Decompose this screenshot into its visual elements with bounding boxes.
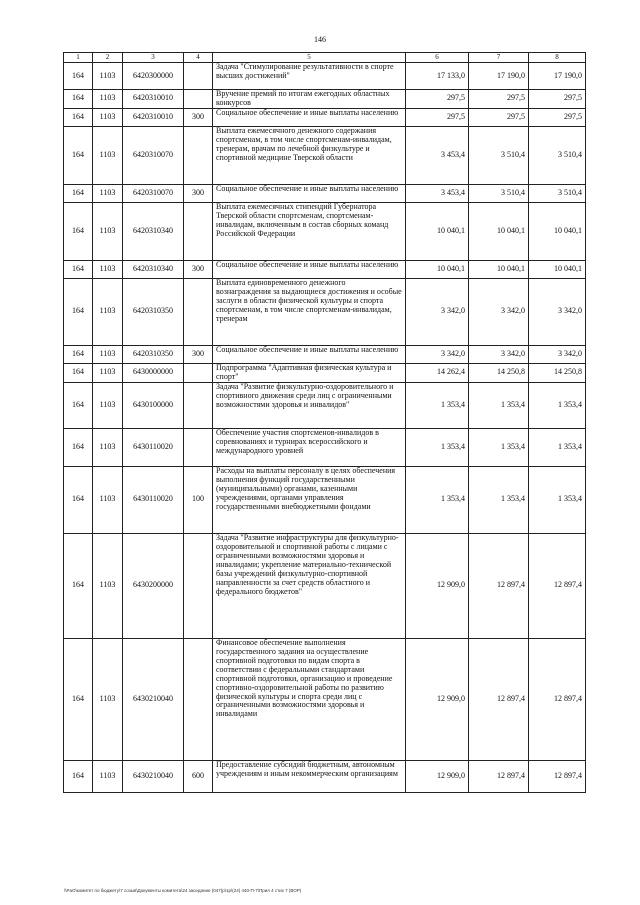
description: Выплата ежемесячного денежного содержания спортсменам, в том числе спортсменам-инвалидам, тренерам, врачам по лечебной физкультуре и спортивной медицине Тверской области (213, 126, 406, 184)
chapter-code: 164 (64, 638, 93, 760)
target-article-code: 6430210040 (123, 638, 184, 760)
description: Выплата единовременного денежного вознаграждения за выдающиеся достижения и особые заслуги в области физической культуры и спорта спортсменам, в том числе спортсменам-инвалидам, тренерам (213, 278, 406, 345)
section-code: 1103 (93, 363, 123, 382)
table-row (64, 90, 586, 109)
expense-type-code: 300 (184, 108, 213, 126)
column-header-2: 2 (93, 53, 123, 63)
target-article-code: 6430100000 (123, 382, 184, 428)
target-article-code: 6420310010 (123, 90, 184, 109)
amount-col7: 297,5 (469, 108, 529, 126)
section-code: 1103 (93, 533, 123, 638)
amount-col7: 1 353,4 (469, 428, 529, 466)
chapter-code: 164 (64, 108, 93, 126)
amount-col6: 3 453,4 (406, 126, 469, 184)
amount-col8: 3 510,4 (529, 184, 586, 202)
table-row (64, 638, 586, 760)
chapter-code: 164 (64, 126, 93, 184)
description: Расходы на выплаты персоналу в целях обеспечения выполнения функций государственными (муниципальными) органами, казенными учреждениями, органами управления государственными внебюджетными фондами (213, 466, 406, 533)
budget-table (63, 52, 586, 793)
amount-col8: 297,5 (529, 90, 586, 109)
section-code: 1103 (93, 63, 123, 90)
expense-type-code: 300 (184, 184, 213, 202)
chapter-code: 164 (64, 90, 93, 109)
amount-col6: 14 262,4 (406, 363, 469, 382)
target-article-code: 6420310070 (123, 184, 184, 202)
description: Финансовое обеспечение выполнения государственного задания на осуществление спортивной подготовки по видам спорта в соответствии с федеральными стандартами спортивной подготовки, организацию и проведение спортивно-оздоровительной работы по развитию физической культуры и спорта среди лиц с ограниченными возможностями здоровья и инвалидами (213, 638, 406, 760)
amount-col6: 10 040,1 (406, 202, 469, 260)
section-code: 1103 (93, 90, 123, 109)
table-row (64, 108, 586, 126)
expense-type-code (184, 278, 213, 345)
amount-col7: 12 897,4 (469, 533, 529, 638)
section-code: 1103 (93, 108, 123, 126)
target-article-code: 6420300000 (123, 63, 184, 90)
amount-col7: 297,5 (469, 90, 529, 109)
column-header-1: 1 (64, 53, 93, 63)
amount-col7: 10 040,1 (469, 202, 529, 260)
expense-type-code (184, 202, 213, 260)
amount-col7: 12 897,4 (469, 638, 529, 760)
expense-type-code (184, 638, 213, 760)
table-row (64, 760, 586, 792)
amount-col6: 1 353,4 (406, 428, 469, 466)
amount-col6: 297,5 (406, 90, 469, 109)
amount-col7: 1 353,4 (469, 382, 529, 428)
amount-col6: 3 453,4 (406, 184, 469, 202)
expense-type-code: 600 (184, 760, 213, 792)
description: Социальное обеспечение и иные выплаты населению (213, 345, 406, 363)
amount-col6: 1 353,4 (406, 382, 469, 428)
amount-col7: 3 342,0 (469, 345, 529, 363)
chapter-code: 164 (64, 466, 93, 533)
section-code: 1103 (93, 382, 123, 428)
target-article-code: 6430000000 (123, 363, 184, 382)
amount-col7: 3 510,4 (469, 126, 529, 184)
amount-col8: 12 897,4 (529, 760, 586, 792)
amount-col8: 17 190,0 (529, 63, 586, 90)
expense-type-code (184, 382, 213, 428)
expense-type-code (184, 428, 213, 466)
chapter-code: 164 (64, 533, 93, 638)
expense-type-code (184, 90, 213, 109)
column-header-8: 8 (529, 53, 586, 63)
table-row (64, 126, 586, 184)
chapter-code: 164 (64, 278, 93, 345)
target-article-code: 6420310010 (123, 108, 184, 126)
chapter-code: 164 (64, 345, 93, 363)
expense-type-code: 300 (184, 260, 213, 278)
description: Подпрограмма "Адаптивная физическая культура и спорт" (213, 363, 406, 382)
amount-col8: 3 342,0 (529, 345, 586, 363)
amount-col8: 1 353,4 (529, 466, 586, 533)
target-article-code: 6430200000 (123, 533, 184, 638)
expense-type-code: 300 (184, 345, 213, 363)
description: Вручение премий по итогам ежегодных областных конкурсов (213, 90, 406, 109)
amount-col6: 12 909,0 (406, 760, 469, 792)
section-code: 1103 (93, 202, 123, 260)
amount-col6: 3 342,0 (406, 278, 469, 345)
amount-col7: 10 040,1 (469, 260, 529, 278)
section-code: 1103 (93, 428, 123, 466)
expense-type-code: 100 (184, 466, 213, 533)
amount-col8: 1 353,4 (529, 428, 586, 466)
target-article-code: 6420310350 (123, 278, 184, 345)
amount-col8: 1 353,4 (529, 382, 586, 428)
table-row (64, 533, 586, 638)
amount-col6: 17 133,0 (406, 63, 469, 90)
description: Предоставление субсидий бюджетным, автономным учреждениям и иным некоммерческим организациям (213, 760, 406, 792)
target-article-code: 6420310340 (123, 202, 184, 260)
target-article-code: 6420310350 (123, 345, 184, 363)
amount-col8: 12 897,4 (529, 533, 586, 638)
description: Выплата ежемесячных стипендий Губернатора Тверской области спортсменам, спортсменам-инвалидам, включенным в состав сборных команд Российской Федерации (213, 202, 406, 260)
section-code: 1103 (93, 760, 123, 792)
chapter-code: 164 (64, 428, 93, 466)
amount-col7: 17 190,0 (469, 63, 529, 90)
description: Задача "Развитие инфраструктуры для физкультурно-оздоровительной и спортивной работы с лицами с ограниченными возможностями здоровья и инвалидами; укрепление материально-технической базы учреждений физкультурно-спортивной направленности за счет средств областного и федерального бюджетов" (213, 533, 406, 638)
expense-type-code (184, 533, 213, 638)
section-code: 1103 (93, 466, 123, 533)
table-row (64, 345, 586, 363)
column-header-7: 7 (469, 53, 529, 63)
section-code: 1103 (93, 638, 123, 760)
section-code: 1103 (93, 260, 123, 278)
column-header-5: 5 (213, 53, 406, 63)
table-header-row (64, 53, 586, 63)
expense-type-code (184, 63, 213, 90)
table-row (64, 184, 586, 202)
expense-type-code (184, 363, 213, 382)
amount-col7: 12 897,4 (469, 760, 529, 792)
chapter-code: 164 (64, 363, 93, 382)
amount-col6: 3 342,0 (406, 345, 469, 363)
amount-col6: 10 040,1 (406, 260, 469, 278)
chapter-code: 164 (64, 260, 93, 278)
section-code: 1103 (93, 184, 123, 202)
amount-col8: 3 342,0 (529, 278, 586, 345)
target-article-code: 6420310340 (123, 260, 184, 278)
table-row (64, 202, 586, 260)
section-code: 1103 (93, 126, 123, 184)
table-row (64, 382, 586, 428)
amount-col6: 12 909,0 (406, 533, 469, 638)
footer-file-path: \\PaO\комитет по бюджету\7 созыв\Документы комитета\24 заседание (047)р\1р\(24) 440-П-7\Прил 4 стих 7 (ВОР) (64, 888, 302, 893)
amount-col8: 12 897,4 (529, 638, 586, 760)
amount-col7: 14 250,8 (469, 363, 529, 382)
amount-col7: 3 342,0 (469, 278, 529, 345)
table-row (64, 428, 586, 466)
amount-col6: 297,5 (406, 108, 469, 126)
section-code: 1103 (93, 278, 123, 345)
amount-col8: 3 510,4 (529, 126, 586, 184)
chapter-code: 164 (64, 63, 93, 90)
table-row (64, 363, 586, 382)
description: Задача "Развитие физкультурно-оздоровительного и спортивного движения среди лиц с ограниченными возможностями здоровья и инвалидов" (213, 382, 406, 428)
page-number: 146 (314, 35, 326, 44)
amount-col8: 10 040,1 (529, 260, 586, 278)
target-article-code: 6420310070 (123, 126, 184, 184)
description: Социальное обеспечение и иные выплаты населению (213, 108, 406, 126)
chapter-code: 164 (64, 760, 93, 792)
amount-col6: 1 353,4 (406, 466, 469, 533)
target-article-code: 6430110020 (123, 466, 184, 533)
amount-col7: 1 353,4 (469, 466, 529, 533)
description: Социальное обеспечение и иные выплаты населению (213, 260, 406, 278)
table-row (64, 260, 586, 278)
chapter-code: 164 (64, 184, 93, 202)
description: Обеспечение участия спортсменов-инвалидов в соревнованиях и турнирах всероссийского и международного уровней (213, 428, 406, 466)
column-header-3: 3 (123, 53, 184, 63)
expense-type-code (184, 126, 213, 184)
amount-col8: 14 250,8 (529, 363, 586, 382)
chapter-code: 164 (64, 382, 93, 428)
section-code: 1103 (93, 345, 123, 363)
column-header-6: 6 (406, 53, 469, 63)
table-row (64, 63, 586, 90)
description: Социальное обеспечение и иные выплаты населению (213, 184, 406, 202)
amount-col8: 10 040,1 (529, 202, 586, 260)
table-row (64, 278, 586, 345)
chapter-code: 164 (64, 202, 93, 260)
amount-col8: 297,5 (529, 108, 586, 126)
amount-col7: 3 510,4 (469, 184, 529, 202)
table-row (64, 466, 586, 533)
target-article-code: 6430110020 (123, 428, 184, 466)
target-article-code: 6430210040 (123, 760, 184, 792)
amount-col6: 12 909,0 (406, 638, 469, 760)
description: Задача "Стимулирование результативности в спорте высших достижений" (213, 63, 406, 90)
column-header-4: 4 (184, 53, 213, 63)
